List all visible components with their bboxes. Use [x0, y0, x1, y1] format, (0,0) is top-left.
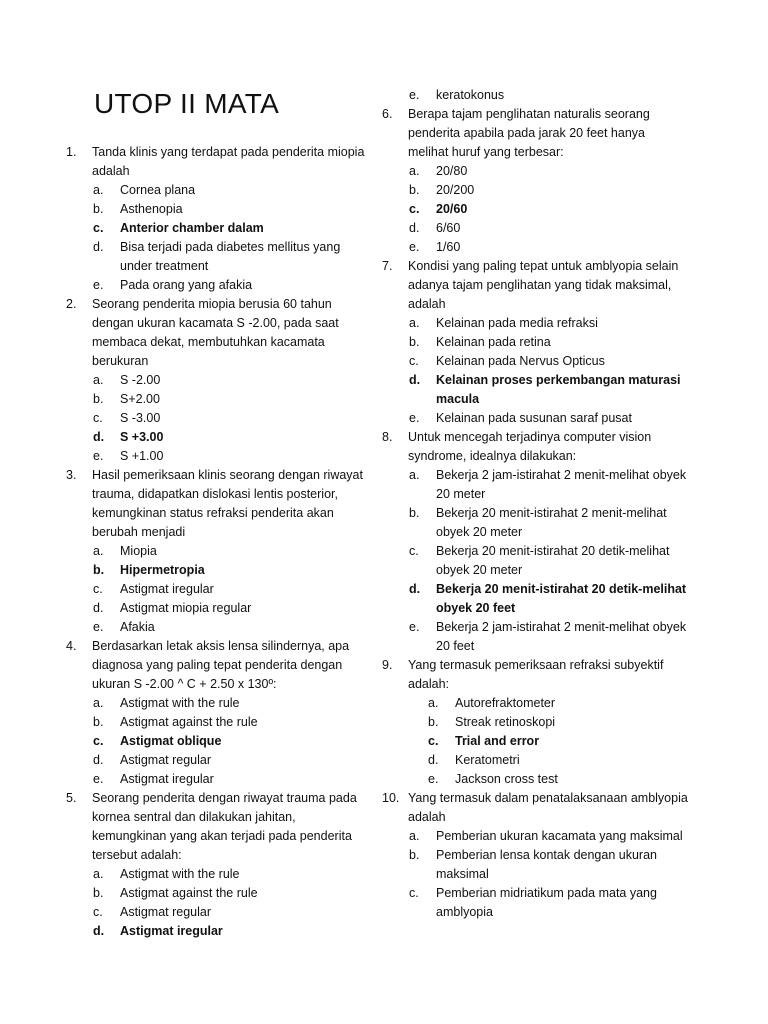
- answer-option: [409, 542, 688, 580]
- question-text: Untuk mencegah terjadinya computer vision syndrome, idealnya dilakukan:: [408, 430, 652, 463]
- option-text: Jackson cross test: [455, 772, 558, 786]
- option-text: S -3.00: [120, 411, 161, 425]
- option-text: S +1.00: [120, 449, 164, 463]
- question-number: 5.: [66, 791, 77, 805]
- option-text: Afakia: [120, 620, 155, 634]
- option-text: Bekerja 20 menit-istirahat 2 menit-melihat obyek 20 meter: [436, 506, 667, 539]
- answer-option: [409, 409, 688, 428]
- option-letter: c.: [93, 221, 104, 235]
- answer-option: [428, 770, 688, 789]
- option-text: 6/60: [436, 221, 461, 235]
- question-number: 9.: [382, 658, 393, 672]
- option-letter: b.: [409, 506, 420, 520]
- option-text: Bekerja 2 jam-istirahat 2 menit-melihat obyek 20 feet: [436, 620, 687, 653]
- option-text: S -2.00: [120, 373, 161, 387]
- answer-option-correct: [409, 371, 688, 409]
- question-number: 7.: [382, 259, 393, 273]
- option-letter: a.: [93, 183, 104, 197]
- answer-option-correct: [93, 732, 366, 751]
- answer-option: [409, 466, 688, 504]
- question-text: Berdasarkan letak aksis lensa silindernya, apa diagnosa yang paling tepat penderita dengan ukuran S -2.00 ^ C + 2.50 x 130º:: [92, 639, 350, 691]
- answer-option: [409, 827, 688, 846]
- option-letter: d.: [409, 373, 421, 387]
- answer-option: [93, 599, 366, 618]
- answer-option: [428, 694, 688, 713]
- option-text: Keratometri: [455, 753, 520, 767]
- question-stem: [66, 637, 366, 694]
- option-letter: c.: [409, 202, 420, 216]
- option-letter: a.: [93, 867, 104, 881]
- option-text: Kelainan pada susunan saraf pusat: [436, 411, 632, 425]
- answer-option-correct: [409, 580, 688, 618]
- answer-option: [93, 580, 366, 599]
- question-text: Yang termasuk pemeriksaan refraksi subyektif adalah:: [408, 658, 664, 691]
- option-letter: b.: [409, 335, 420, 349]
- question-item: [66, 466, 366, 637]
- question-text: Kondisi yang paling tepat untuk amblyopia selain adanya tajam penglihatan yang tidak maksimal, adalah: [408, 259, 679, 311]
- answer-option: [409, 884, 688, 922]
- answer-option-correct: [93, 219, 366, 238]
- option-letter: b.: [93, 886, 104, 900]
- answer-option: [93, 713, 366, 732]
- option-text: Astigmat iregular: [120, 582, 214, 596]
- option-letter: e.: [409, 620, 420, 634]
- carryover-options: [409, 86, 688, 105]
- option-text: Astigmat against the rule: [120, 886, 258, 900]
- option-text: Miopia: [120, 544, 157, 558]
- option-letter: e.: [93, 620, 104, 634]
- option-text: Bisa terjadi pada diabetes mellitus yang under treatment: [120, 240, 341, 273]
- option-text: Astigmat with the rule: [120, 696, 240, 710]
- option-text: 20/60: [436, 202, 468, 216]
- question-text: Berapa tajam penglihatan naturalis seorang penderita apabila pada jarak 20 feet hanya melihat huruf yang terbesar:: [408, 107, 650, 159]
- option-text: Hipermetropia: [120, 563, 205, 577]
- question-stem: [66, 143, 366, 181]
- answer-option: [93, 181, 366, 200]
- question-stem: [66, 466, 366, 542]
- answer-options: [409, 314, 688, 428]
- question-number: 2.: [66, 297, 77, 311]
- answer-option-correct: [93, 428, 366, 447]
- question-item: [382, 428, 688, 656]
- answer-option: [428, 713, 688, 732]
- option-letter: c.: [93, 582, 103, 596]
- option-text: 20/80: [436, 164, 468, 178]
- question-item: [382, 656, 688, 789]
- answer-option: [409, 333, 688, 352]
- option-text: 20/200: [436, 183, 475, 197]
- option-letter: c.: [93, 411, 103, 425]
- answer-options: [93, 542, 366, 637]
- answer-option: [409, 618, 688, 656]
- answer-option: [409, 238, 688, 257]
- option-letter: a.: [409, 829, 420, 843]
- option-text: Bekerja 20 menit-istirahat 20 detik-melihat obyek 20 feet: [436, 582, 687, 615]
- option-letter: a.: [409, 164, 420, 178]
- option-text: Kelainan proses perkembangan maturasi macula: [436, 373, 681, 406]
- option-letter: a.: [409, 468, 420, 482]
- answer-options: [409, 162, 688, 257]
- right-questions: [382, 105, 688, 922]
- option-text: Kelainan pada media refraksi: [436, 316, 598, 330]
- option-letter: b.: [428, 715, 439, 729]
- question-text: Yang termasuk dalam penatalaksanaan amblyopia adalah: [408, 791, 688, 824]
- option-letter: b.: [409, 183, 420, 197]
- answer-option: [428, 751, 688, 770]
- option-text: Astigmat iregular: [120, 772, 214, 786]
- answer-options: [409, 466, 688, 656]
- question-item: [66, 295, 366, 466]
- answer-option: [93, 371, 366, 390]
- answer-option: [409, 219, 688, 238]
- option-text: 1/60: [436, 240, 461, 254]
- answer-options: [93, 865, 366, 941]
- option-letter: d.: [93, 753, 104, 767]
- option-text: S+2.00: [120, 392, 160, 406]
- answer-option: [93, 409, 366, 428]
- answer-options: [409, 827, 688, 922]
- answer-option: [409, 352, 688, 371]
- option-letter: c.: [428, 734, 439, 748]
- question-stem: [382, 656, 688, 694]
- option-letter: e.: [409, 240, 420, 254]
- answer-option-correct: [93, 561, 366, 580]
- option-letter: d.: [93, 430, 105, 444]
- question-item: [66, 143, 366, 295]
- option-letter: b.: [93, 563, 105, 577]
- option-letter: b.: [93, 715, 104, 729]
- option-letter: a.: [93, 373, 104, 387]
- answer-option: [409, 846, 688, 884]
- right-column: [382, 86, 688, 922]
- answer-option: [93, 903, 366, 922]
- page-title: UTOP II MATA: [94, 88, 280, 119]
- option-text: Astigmat regular: [120, 905, 212, 919]
- option-letter: d.: [409, 221, 420, 235]
- option-text: Pemberian ukuran kacamata yang maksimal: [436, 829, 683, 843]
- option-text: Kelainan pada retina: [436, 335, 551, 349]
- option-letter: d.: [93, 240, 104, 254]
- option-letter: d.: [409, 582, 421, 596]
- option-text: Astigmat miopia regular: [120, 601, 252, 615]
- option-letter: e.: [93, 449, 104, 463]
- answer-option: [93, 770, 366, 789]
- question-item: [382, 789, 688, 922]
- answer-option: [93, 200, 366, 219]
- option-text: Streak retinoskopi: [455, 715, 556, 729]
- option-letter: a.: [93, 544, 104, 558]
- option-text: Astigmat regular: [120, 753, 212, 767]
- question-text: Hasil pemeriksaan klinis seorang dengan riwayat trauma, didapatkan dislokasi lentis posterior, kemungkinan status refraksi penderita akan berubah menjadi: [92, 468, 363, 539]
- question-item: [382, 257, 688, 428]
- option-letter: a.: [93, 696, 104, 710]
- option-letter: e.: [93, 278, 104, 292]
- answer-option: [93, 276, 366, 295]
- answer-option: [93, 694, 366, 713]
- question-number: 4.: [66, 639, 77, 653]
- option-letter: c.: [409, 886, 419, 900]
- option-letter: e.: [93, 772, 104, 786]
- option-text: keratokonus: [436, 88, 505, 102]
- answer-option: [93, 238, 366, 276]
- option-text: Anterior chamber dalam: [120, 221, 264, 235]
- question-text: Seorang penderita miopia berusia 60 tahun dengan ukuran kacamata S -2.00, pada saat membaca dekat, membutuhkan kacamata berukuran: [92, 297, 339, 368]
- answer-options: [428, 694, 688, 789]
- option-text: Astigmat oblique: [120, 734, 222, 748]
- option-letter: c.: [93, 734, 104, 748]
- question-item: [66, 789, 366, 941]
- question-number: 3.: [66, 468, 77, 482]
- option-text: Pada orang yang afakia: [120, 278, 253, 292]
- option-text: Asthenopia: [120, 202, 183, 216]
- option-text: Autorefraktometer: [455, 696, 556, 710]
- option-letter: d.: [93, 601, 104, 615]
- option-letter: b.: [93, 202, 104, 216]
- option-text: Pemberian lensa kontak dengan ukuran maksimal: [436, 848, 657, 881]
- question-item: [66, 637, 366, 789]
- option-letter: e.: [428, 772, 439, 786]
- answer-options: [93, 694, 366, 789]
- question-number: 10.: [382, 791, 400, 805]
- option-letter: c.: [409, 544, 419, 558]
- option-text: Astigmat iregular: [120, 924, 223, 938]
- left-column: [66, 143, 366, 941]
- question-number: 1.: [66, 145, 77, 159]
- answer-option-correct: [428, 732, 688, 751]
- option-letter: c.: [409, 354, 419, 368]
- option-letter: d.: [428, 753, 439, 767]
- answer-option: [93, 865, 366, 884]
- option-letter: a.: [428, 696, 439, 710]
- option-text: S +3.00: [120, 430, 164, 444]
- question-text: Seorang penderita dengan riwayat trauma pada kornea sentral dan dilakukan jahitan, kemungkinan yang akan terjadi pada penderita tersebut adalah:: [92, 791, 357, 862]
- answer-option: [93, 447, 366, 466]
- answer-option: [409, 314, 688, 333]
- option-text: Bekerja 20 menit-istirahat 20 detik-melihat obyek 20 meter: [436, 544, 670, 577]
- answer-option: [93, 884, 366, 903]
- question-stem: [66, 295, 366, 371]
- option-letter: e.: [409, 411, 420, 425]
- option-letter: e.: [409, 88, 420, 102]
- question-number: 6.: [382, 107, 393, 121]
- answer-option: [409, 162, 688, 181]
- option-text: Pemberian midriatikum pada mata yang amblyopia: [436, 886, 657, 919]
- question-stem: [382, 789, 688, 827]
- answer-option: [93, 542, 366, 561]
- option-text: Bekerja 2 jam-istirahat 2 menit-melihat obyek 20 meter: [436, 468, 687, 501]
- option-letter: c.: [93, 905, 103, 919]
- option-letter: b.: [93, 392, 104, 406]
- option-text: Astigmat with the rule: [120, 867, 240, 881]
- answer-option-correct: [93, 922, 366, 941]
- answer-options: [93, 181, 366, 295]
- option-text: Kelainan pada Nervus Opticus: [436, 354, 605, 368]
- option-letter: a.: [409, 316, 420, 330]
- question-stem: [382, 428, 688, 466]
- option-letter: d.: [93, 924, 105, 938]
- answer-option: [93, 390, 366, 409]
- question-stem: [66, 789, 366, 865]
- answer-options: [93, 371, 366, 466]
- answer-option-correct: [409, 200, 688, 219]
- question-text: Tanda klinis yang terdapat pada penderita miopia adalah: [92, 145, 365, 178]
- answer-option: [409, 504, 688, 542]
- answer-option: [409, 86, 688, 105]
- question-number: 8.: [382, 430, 393, 444]
- question-item: [382, 105, 688, 257]
- answer-option: [93, 618, 366, 637]
- option-text: Trial and error: [455, 734, 540, 748]
- option-text: Astigmat against the rule: [120, 715, 258, 729]
- question-stem: [382, 257, 688, 314]
- answer-option: [93, 751, 366, 770]
- option-text: Cornea plana: [120, 183, 196, 197]
- option-letter: b.: [409, 848, 420, 862]
- question-stem: [382, 105, 688, 162]
- answer-option: [409, 181, 688, 200]
